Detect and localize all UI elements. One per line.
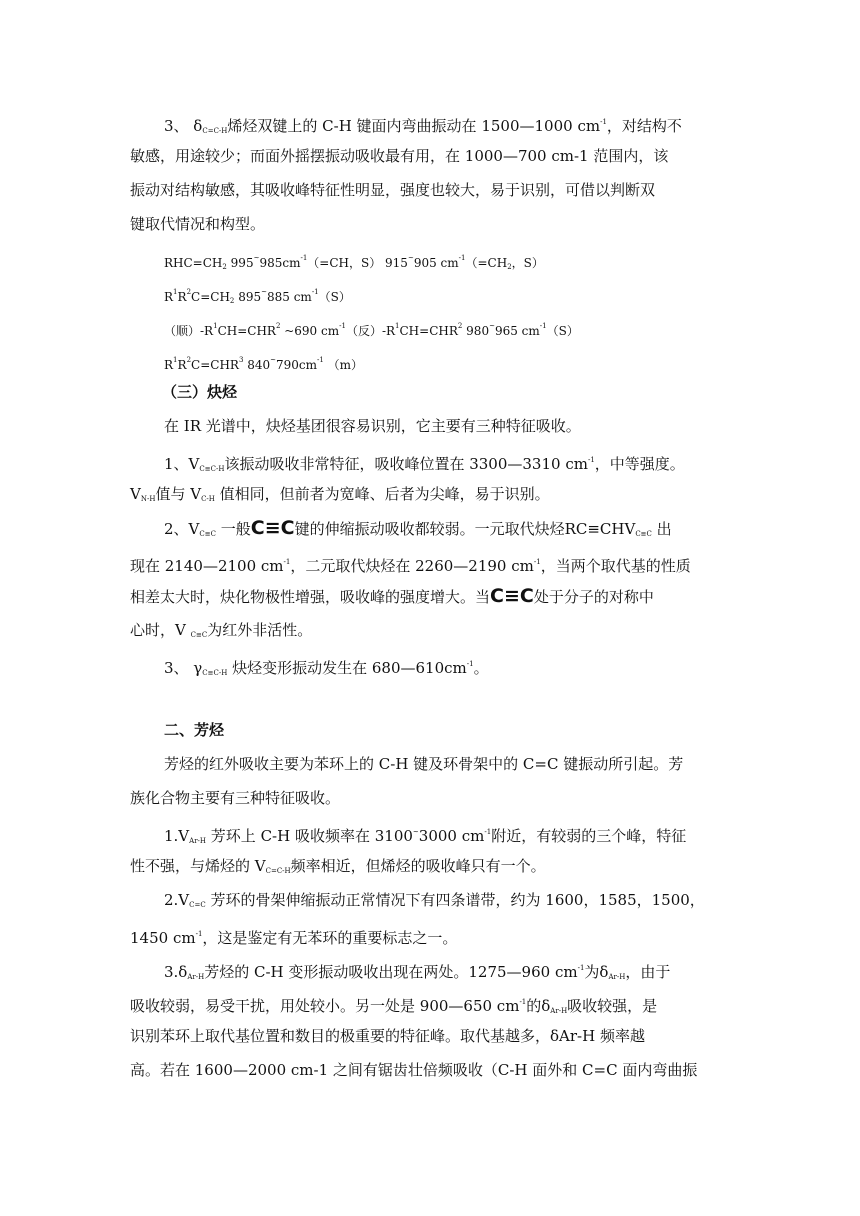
para-alkene-bending-line3: 振动对结构敏感，其吸收峰特征性明显，强度也较大，易于识别，可借以判断双 [130,181,656,199]
para-aromatic-intro-line2: 族化合物主要有三种特征吸收。 [130,789,341,807]
para-aromatic-1-line2: 性不强，与烯烃的 $V_{C=C-H}$频率相近，但烯烃的吸收峰只有一个。 [130,857,546,875]
para-aromatic-2-line1: $2.V_{C=C}$ 芳环的骨架伸缩振动正常情况下有四条谱带，约为 1600，1585，1500， [164,891,705,909]
para-alkene-bending-line4: 键取代情况和构型。 [130,215,266,233]
para-alkyne-2-line2: 现在 2140—2100 $cm^{-1}$，二元取代炔烃在 2260—2190 $cm^{-1}$，当两个取代基的性质 [130,557,691,575]
para-alkyne-1-line1: 1、$V_{C\equiv C-H}$该振动吸收非常特征，吸收峰位置在 3300—3310 $cm^{-1}$，中等强度。 [164,455,685,473]
formula-line-cis-trans: （顺）$-R^1CH=CHR^2$ ~690 $cm^{-1}$（反）$-R^1CH=CHR^2$ 980~965 $cm^{-1}(S)$ [164,322,579,338]
para-aromatic-3-line1: $3.\delta_{Ar-H}$芳烃的 C-H 变形振动吸收出现在两处。1275—960 $cm^{-1}$为$\delta_{Ar-H}$，由于 [164,963,671,981]
para-aromatic-1-line1: $1.V_{Ar-H}$ 芳环上 C-H 吸收频率在 3100~3000 $cm^{-1}$附近，有较弱的三个峰，特征 [164,827,687,845]
para-alkyne-2-line1: 2、$V_{C\equiv C}$ 一般C≡C键的伸缩振动吸收都较弱。一元取代炔烃$RC\equiv CHV_{C\equiv C}$ 出 [164,517,672,539]
para-aromatic-intro-line1: 芳烃的红外吸收主要为苯环上的 C-H 键及环骨架中的 C=C 键振动所引起。芳 [164,755,684,773]
formula-line-r1r2c: $R^1R^2C=CH_2$ 895~885 $cm^{-1}(S)$ [164,288,351,305]
para-alkyne-intro: 在 IR 光谱中，炔烃基团很容易识别，它主要有三种特征吸收。 [164,417,581,435]
para-alkene-bending-line1: 3、 $\delta_{C=C-H}$烯烃双键上的 C-H 键面内弯曲振动在 1500—1000 $cm^{-1}$，对结构不 [164,117,682,135]
para-aromatic-3-line4: 高。若在 1600—2000 cm-1 之间有锯齿壮倍频吸收（C-H 面外和 C=C 面内弯曲振 [130,1061,698,1079]
para-aromatic-3-line3: 识别苯环上取代基位置和数目的极重要的特征峰。取代基越多，δAr-H 频率越 [130,1027,645,1045]
para-aromatic-3-line2: 吸收较弱，易受干扰，用处较小。另一处是 900—650 $cm^{-1}$的$\delta_{Ar-H}$吸收较强，是 [130,997,658,1015]
formula-line-r1r2c-chr3: $R^1R^2C=CHR^3$ $840^\sim 790cm^{-1}$ （m） [164,356,364,372]
para-alkyne-1-line2: $V_{N-H}$值与 $V_{C-H}$ 值相同，但前者为宽峰、后者为尖峰，易于识别。 [130,485,550,503]
para-alkene-bending-line2: 敏感，用途较少；而面外摇摆振动吸收最有用，在 1000—700 cm-1 范围内，该 [130,147,669,165]
heading-aromatics: 二、芳烃 [164,721,225,739]
formula-line-rhc: $RHC=CH_2$ $995^\sim 985cm^{-1}(=CH$，S） 915~905 $cm^{-1}(=CH_2$，S） [164,254,544,271]
para-alkyne-3: 3、 $\gamma_{C\equiv C-H}$ 炔烃变形振动发生在 $680—610cm^{-1}$。 [164,659,489,677]
heading-alkynes: （三）炔烃 [162,383,238,401]
para-alkyne-2-line4: 心时，V $_{C\equiv C}$为红外非活性。 [130,621,313,639]
para-aromatic-2-line2: 1450 $cm^{-1}$，这是鉴定有无苯环的重要标志之一。 [130,929,458,947]
para-alkyne-2-line3: 相差太大时，炔化物极性增强，吸收峰的强度增大。当C≡C处于分子的对称中 [130,585,654,607]
